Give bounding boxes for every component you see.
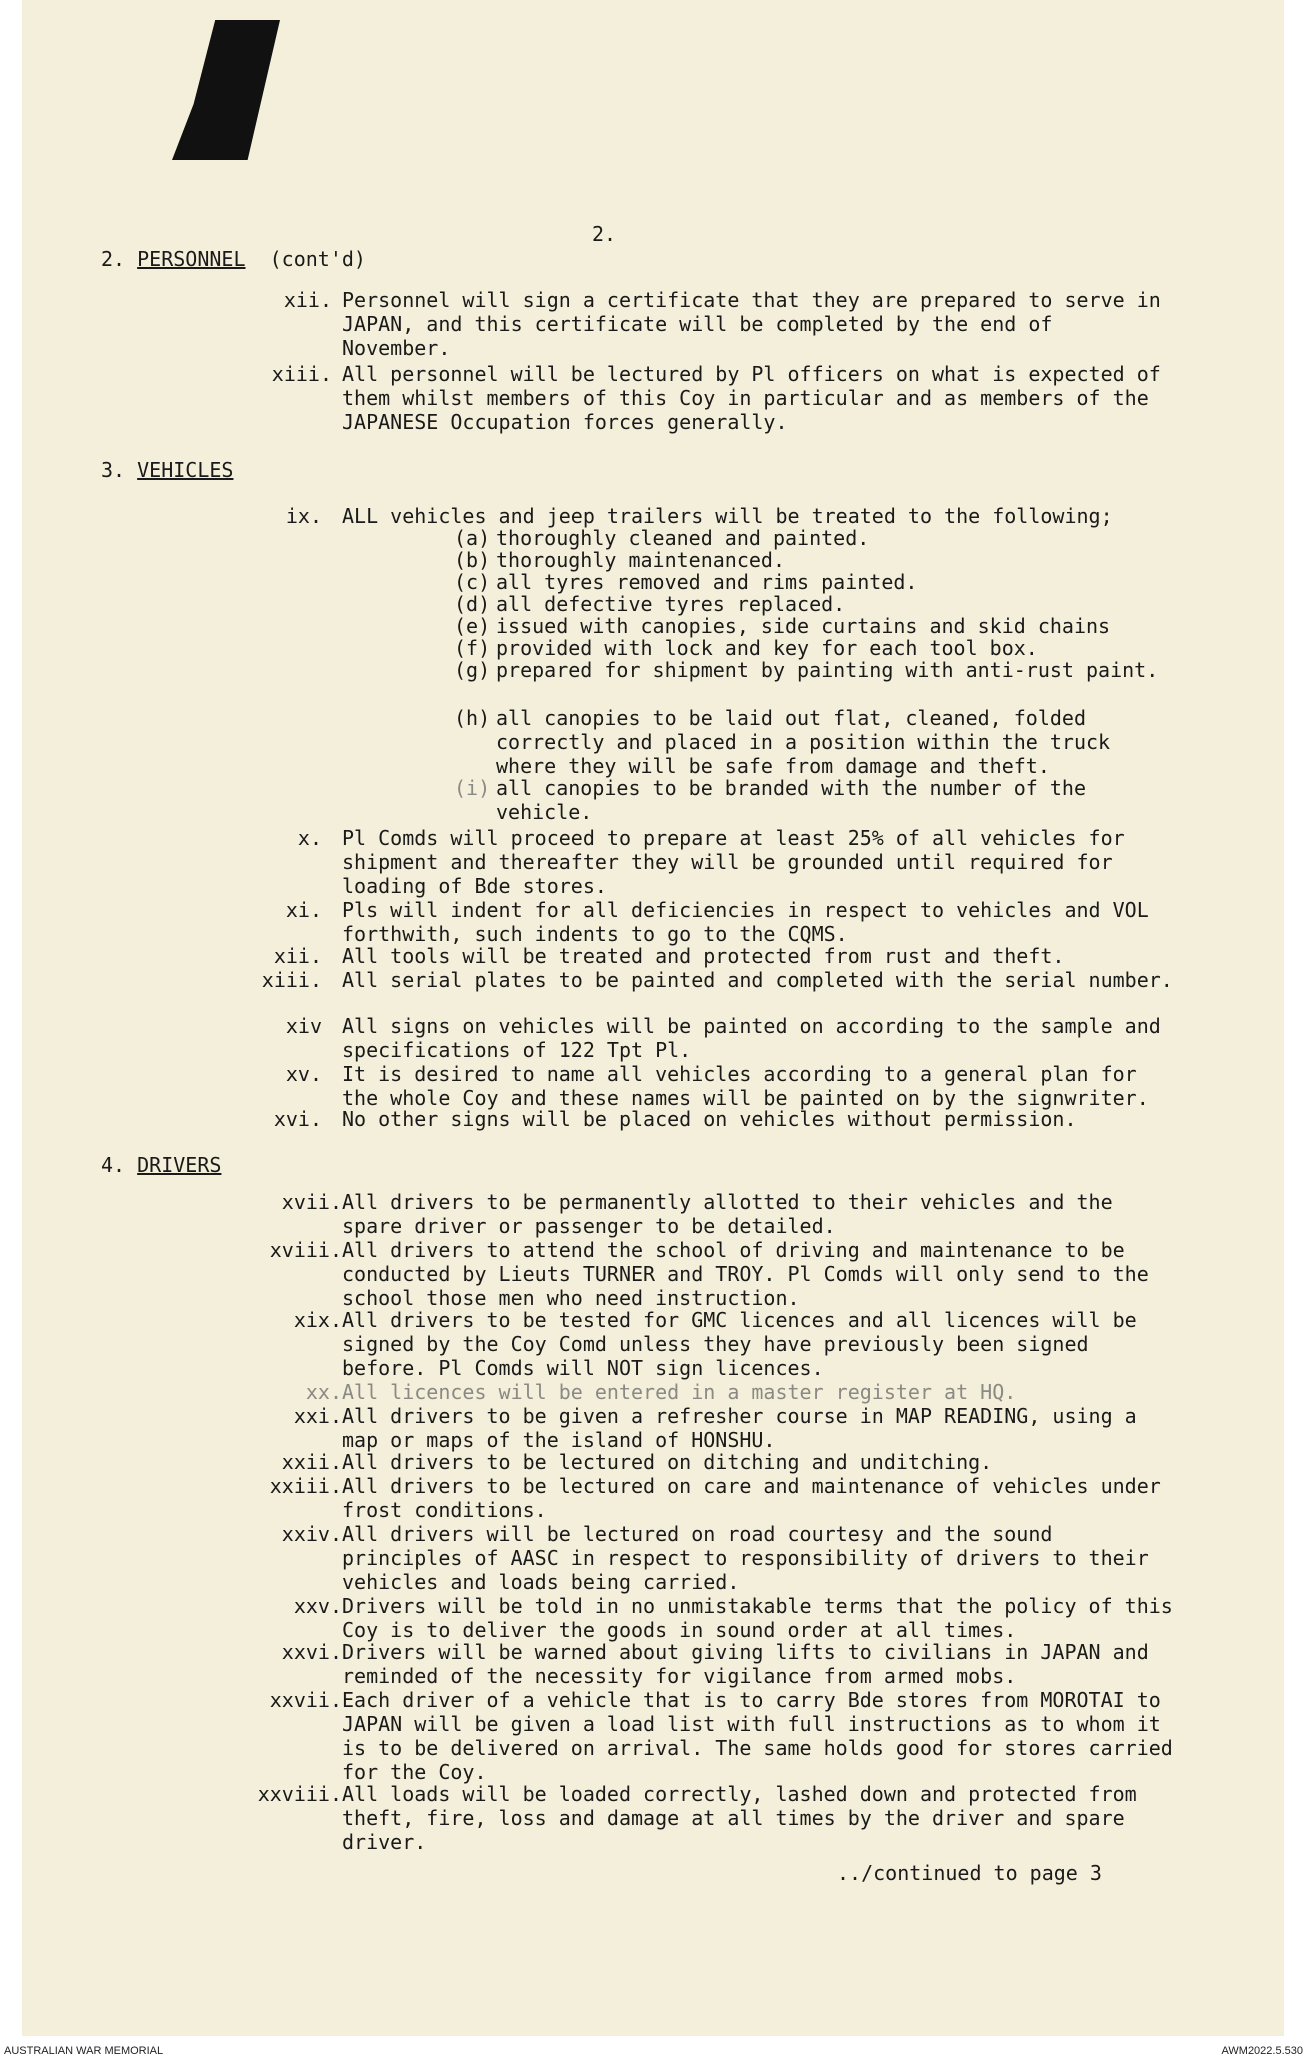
item-number: xxvi. [281,1640,342,1664]
subitem-letter: (f) [454,636,491,660]
subitem-text: all tyres removed and rims painted. [496,570,918,594]
item-text: Personnel will sign a certificate that they are prepared to serve in JAPAN, and this certificate will be completed by the end of November. [342,288,1161,360]
item-number: xi. [285,898,322,922]
item-number: xvii. [281,1190,342,1214]
item-text: No other signs will be placed on vehicles without permission. [342,1107,1077,1131]
subitem-letter: (a) [454,526,491,550]
item-number: xx. [305,1380,342,1404]
item-number: xviii. [269,1238,342,1262]
item-text: All drivers to attend the school of driving and maintenance to be conducted by Lieuts TURNER and TROY. Pl Comds will only send to the school those men who need instruction. [342,1238,1149,1310]
item-number: xxv. [293,1594,342,1618]
item-number: xiii. [261,968,322,992]
subitem-letter: (h) [454,706,491,730]
item-text: All personnel will be lectured by Pl officers on what is expected of them whilst members of this Coy in particular and as members of the JAPANESE Occupation forces generally. [342,362,1161,434]
item-text: All drivers to be tested for GMC licences and all licences will be signed by the Coy Comd unless they have previously been signed before. Pl Comds will NOT sign licences. [342,1308,1137,1380]
item-text: All serial plates to be painted and completed with the serial number. [342,968,1173,992]
heading-personnel [101,247,366,271]
item-number: xiv [285,1014,322,1038]
item-text: All signs on vehicles will be painted on according to the sample and specifications of 122 Tpt Pl. [342,1014,1161,1062]
heading-number: 2. [101,247,126,271]
heading-drivers [101,1153,221,1177]
subitem-text: issued with canopies, side curtains and skid chains [496,614,1111,638]
item-number: x. [297,826,322,850]
subitem-text: prepared for shipment by painting with anti-rust paint. [496,658,1159,682]
continued-note: ../continued to page 3 [837,1861,1102,1885]
item-number: xxiv. [281,1522,342,1546]
subitem-text: thoroughly maintenanced. [496,548,785,572]
heading-number: 3. [101,458,126,482]
item-text: All drivers to be permanently allotted to their vehicles and the spare driver or passenger to be detailed. [342,1190,1113,1238]
heading-suffix: (cont'd) [269,247,366,271]
subitem-text: all defective tyres replaced. [496,592,846,616]
heading-text: DRIVERS [137,1153,222,1177]
item-number: xii. [283,288,332,312]
subitem-letter: (g) [454,658,491,682]
heading-text: PERSONNEL [137,247,246,271]
item-text: All drivers to be given a refresher course in MAP READING, using a map or maps of the island of HONSHU. [342,1404,1137,1452]
item-text: All licences will be entered in a master register at HQ. [342,1380,1017,1404]
item-number: xvi. [273,1107,322,1131]
heading-number: 4. [101,1153,126,1177]
item-text: Pl Comds will proceed to prepare at least 25% of all vehicles for shipment and thereafter they will be grounded until required for loading of Bde stores. [342,826,1125,898]
item-number: xxiii. [269,1474,342,1498]
item-number: xxviii. [257,1782,342,1806]
subitem-letter: (e) [454,614,491,638]
item-number: xix. [293,1308,342,1332]
item-number: xxii. [281,1450,342,1474]
subitem-text: thoroughly cleaned and painted. [496,526,870,550]
subitem-text: all canopies to be branded with the number of the vehicle. [496,776,1087,824]
heading-vehicles [101,458,233,482]
footer-reference: AWM2022.5.530 [1221,2045,1303,2057]
document-page [22,0,1284,2036]
item-text: ALL vehicles and jeep trailers will be treated to the following; [342,504,1113,528]
item-number: xiii. [271,362,332,386]
item-text: All tools will be treated and protected from rust and theft. [342,944,1065,968]
item-text: Drivers will be told in no unmistakable terms that the policy of this Coy is to deliver the goods in sound order at all times. [342,1594,1173,1642]
page-number: 2. [592,222,617,246]
subitem-letter: (b) [454,548,491,572]
item-number: ix. [285,504,322,528]
footer-bar [0,2036,1309,2061]
item-number: xxi. [293,1404,342,1428]
item-number: xxvii. [269,1688,342,1712]
subitem-letter: (i) [454,776,491,800]
item-number: xv. [285,1062,322,1086]
item-text: All drivers will be lectured on road courtesy and the sound principles of AASC in respect to responsibility of drivers to their vehicles and loads being carried. [342,1522,1149,1594]
subitem-text: all canopies to be laid out flat, cleaned, folded correctly and placed in a position within the truck where they will be safe from damage and theft. [496,706,1111,778]
item-text: Pls will indent for all deficiencies in respect to vehicles and VOL forthwith, such indents to go to the CQMS. [342,898,1149,946]
item-number: xii. [273,944,322,968]
footer-source: AUSTRALIAN WAR MEMORIAL [4,2045,164,2057]
heading-text: VEHICLES [137,458,234,482]
subitem-letter: (c) [454,570,491,594]
item-text: It is desired to name all vehicles according to a general plan for the whole Coy and these names will be painted on by the signwriter. [342,1062,1149,1110]
item-text: Drivers will be warned about giving lifts to civilians in JAPAN and reminded of the necessity for vigilance from armed mobs. [342,1640,1149,1688]
item-text: All drivers to be lectured on ditching and unditching. [342,1450,993,1474]
item-text: Each driver of a vehicle that is to carry Bde stores from MOROTAI to JAPAN will be given a load list with full instructions as to whom it is to be delivered on arrival. The same holds good for stores carried for the Coy. [342,1688,1173,1784]
subitem-letter: (d) [454,592,491,616]
item-text: All drivers to be lectured on care and maintenance of vehicles under frost conditions. [342,1474,1161,1522]
ink-stain-mark [172,20,280,160]
item-text: All loads will be loaded correctly, lashed down and protected from theft, fire, loss and damage at all times by the driver and spare driver. [342,1782,1137,1854]
subitem-text: provided with lock and key for each tool box. [496,636,1038,660]
